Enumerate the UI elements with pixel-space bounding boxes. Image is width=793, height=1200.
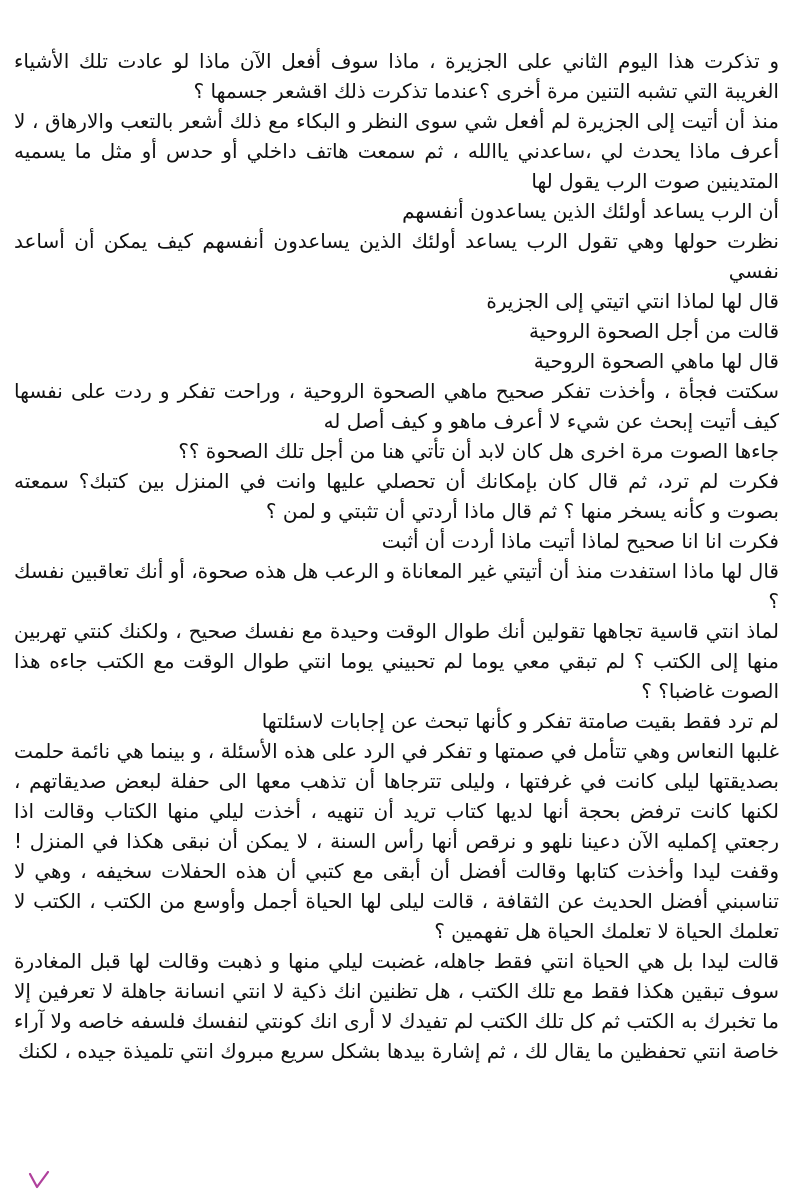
paragraph: جاءها الصوت مرة اخرى هل كان لابد أن تأتي هنا من أجل تلك الصحوة ؟؟ [178, 439, 779, 463]
paragraph: أن الرب يساعد أولئك الذين يساعدون أنفسهم [402, 199, 779, 223]
paragraph: لماذ انتي قاسية تجاهها تقولين أنك طوال الوقت وحيدة مع نفسك صحيح ، ولكنك كنتي تهربين منها إلى الكتب ؟ لم تبقي معي يوما لم تحبيني يوما انتي طوال الوقت مع الكتب جاءه هذا الصوت غاضبا؟ ؟ [14, 619, 779, 703]
paragraph: غلبها النعاس وهي تتأمل في صمتها و تفكر في الرد على هذه الأسئلة ، و بينما هي نائمة حلمت بصديقتها ليلى كانت في غرفتها ، وليلى تترجاها أن تذهب معها الى حفلة لبعض صديقاتهم ، لكنها كانت ترفض بحجة أنها لديها كتاب تريد أن تنهيه ، أخذت ليلي منها الكتاب وقالت اذا رجعتي إكمليه الآن دعينا نلهو و نرقص أنها رأس السنة ، لا يمكن أن نبقى هكذا في المنزل ! وقفت ليدا وأخذت كتابها وقالت أفضل أن أبقى مع كتبي أن هذه الحفلات سخيفه ، وهي لا تناسبني أفضل الحديث عن الثقافة ، قالت ليلى لها الحياة أجمل وأوسع من الكتب ، الكتب لا تعلمك الحياة لا تعلمك الحياة هل تفهمين ؟ [14, 739, 779, 943]
check-mark-icon [28, 1170, 50, 1190]
paragraph: قالت ليدا بل هي الحياة انتي فقط جاهله، غضبت ليلي منها و ذهبت وقالت لها قبل المغادرة سوف تبقين هكذا فقط مع تلك الكتب ، هل تظنين انك ذكية لا انتي انسانة جاهلة لا تعرفين إلا ما تخبرك به الكتب ثم كل تلك الكتب لم تفيدك لا أرى انك كونتي لنفسك فلسفه خاصه ولا آراء خاصة انتي تحفظين ما يقال لك ، ثم إشارة بيدها بشكل سريع مبروك انتي تلميذة جيده ، لكنك [14, 949, 779, 1063]
paragraph: نظرت حولها وهي تقول الرب يساعد أولئك الذين يساعدون أنفسهم كيف يمكن أن أساعد نفسي [14, 229, 779, 283]
paragraph: فكرت لم ترد، ثم قال كان بإمكانك أن تحصلي عليها وانت في المنزل بين كتبك؟ سمعته بصوت و كأنه يسخر منها ؟ ثم قال ماذا أردتي أن تثبتي و لمن ؟ [14, 469, 779, 523]
paragraph: لم ترد فقط بقيت صامتة تفكر و كأنها تبحث عن إجابات لاسئلتها [261, 709, 779, 733]
paragraph: منذ أن أتيت إلى الجزيرة لم أفعل شي سوى النظر و البكاء مع ذلك أشعر بالتعب والارهاق ، لا أعرف ماذا يحدث لي ،ساعدني ياالله ، ثم سمعت هاتف داخلي أو حدس أو مثل ما يسميه المتدينين صوت الرب يقول لها [14, 109, 779, 193]
paragraph: قال لها ماذا استفدت منذ أن أتيتي غير المعاناة و الرعب هل هذه صحوة، أو أنك تعاقبين نفسك ؟ [14, 559, 779, 613]
paragraph: سكتت فجأة ، وأخذت تفكر صحيح ماهي الصحوة الروحية ، وراحت تفكر و ردت على نفسها كيف أتيت إبحث عن شيء لا أعرف ماهو و كيف أصل له [14, 379, 779, 433]
document-body [14, 46, 779, 1066]
paragraph: قال لها لماذا انتي اتيتي إلى الجزيرة [486, 289, 779, 313]
paragraph: فكرت انا انا صحيح لماذا أتيت ماذا أردت أن أثبت [381, 529, 779, 553]
paragraph: قالت من أجل الصحوة الروحية [529, 319, 779, 343]
paragraph: و تذكرت هذا اليوم الثاني على الجزيرة ، ماذا سوف أفعل الآن ماذا لو عادت تلك الأشياء الغريبة التي تشبه التنين مرة أخرى ؟عندما تذكرت ذلك اقشعر جسمها ؟ [14, 49, 779, 103]
paragraph: قال لها ماهي الصحوة الروحية [533, 349, 779, 373]
